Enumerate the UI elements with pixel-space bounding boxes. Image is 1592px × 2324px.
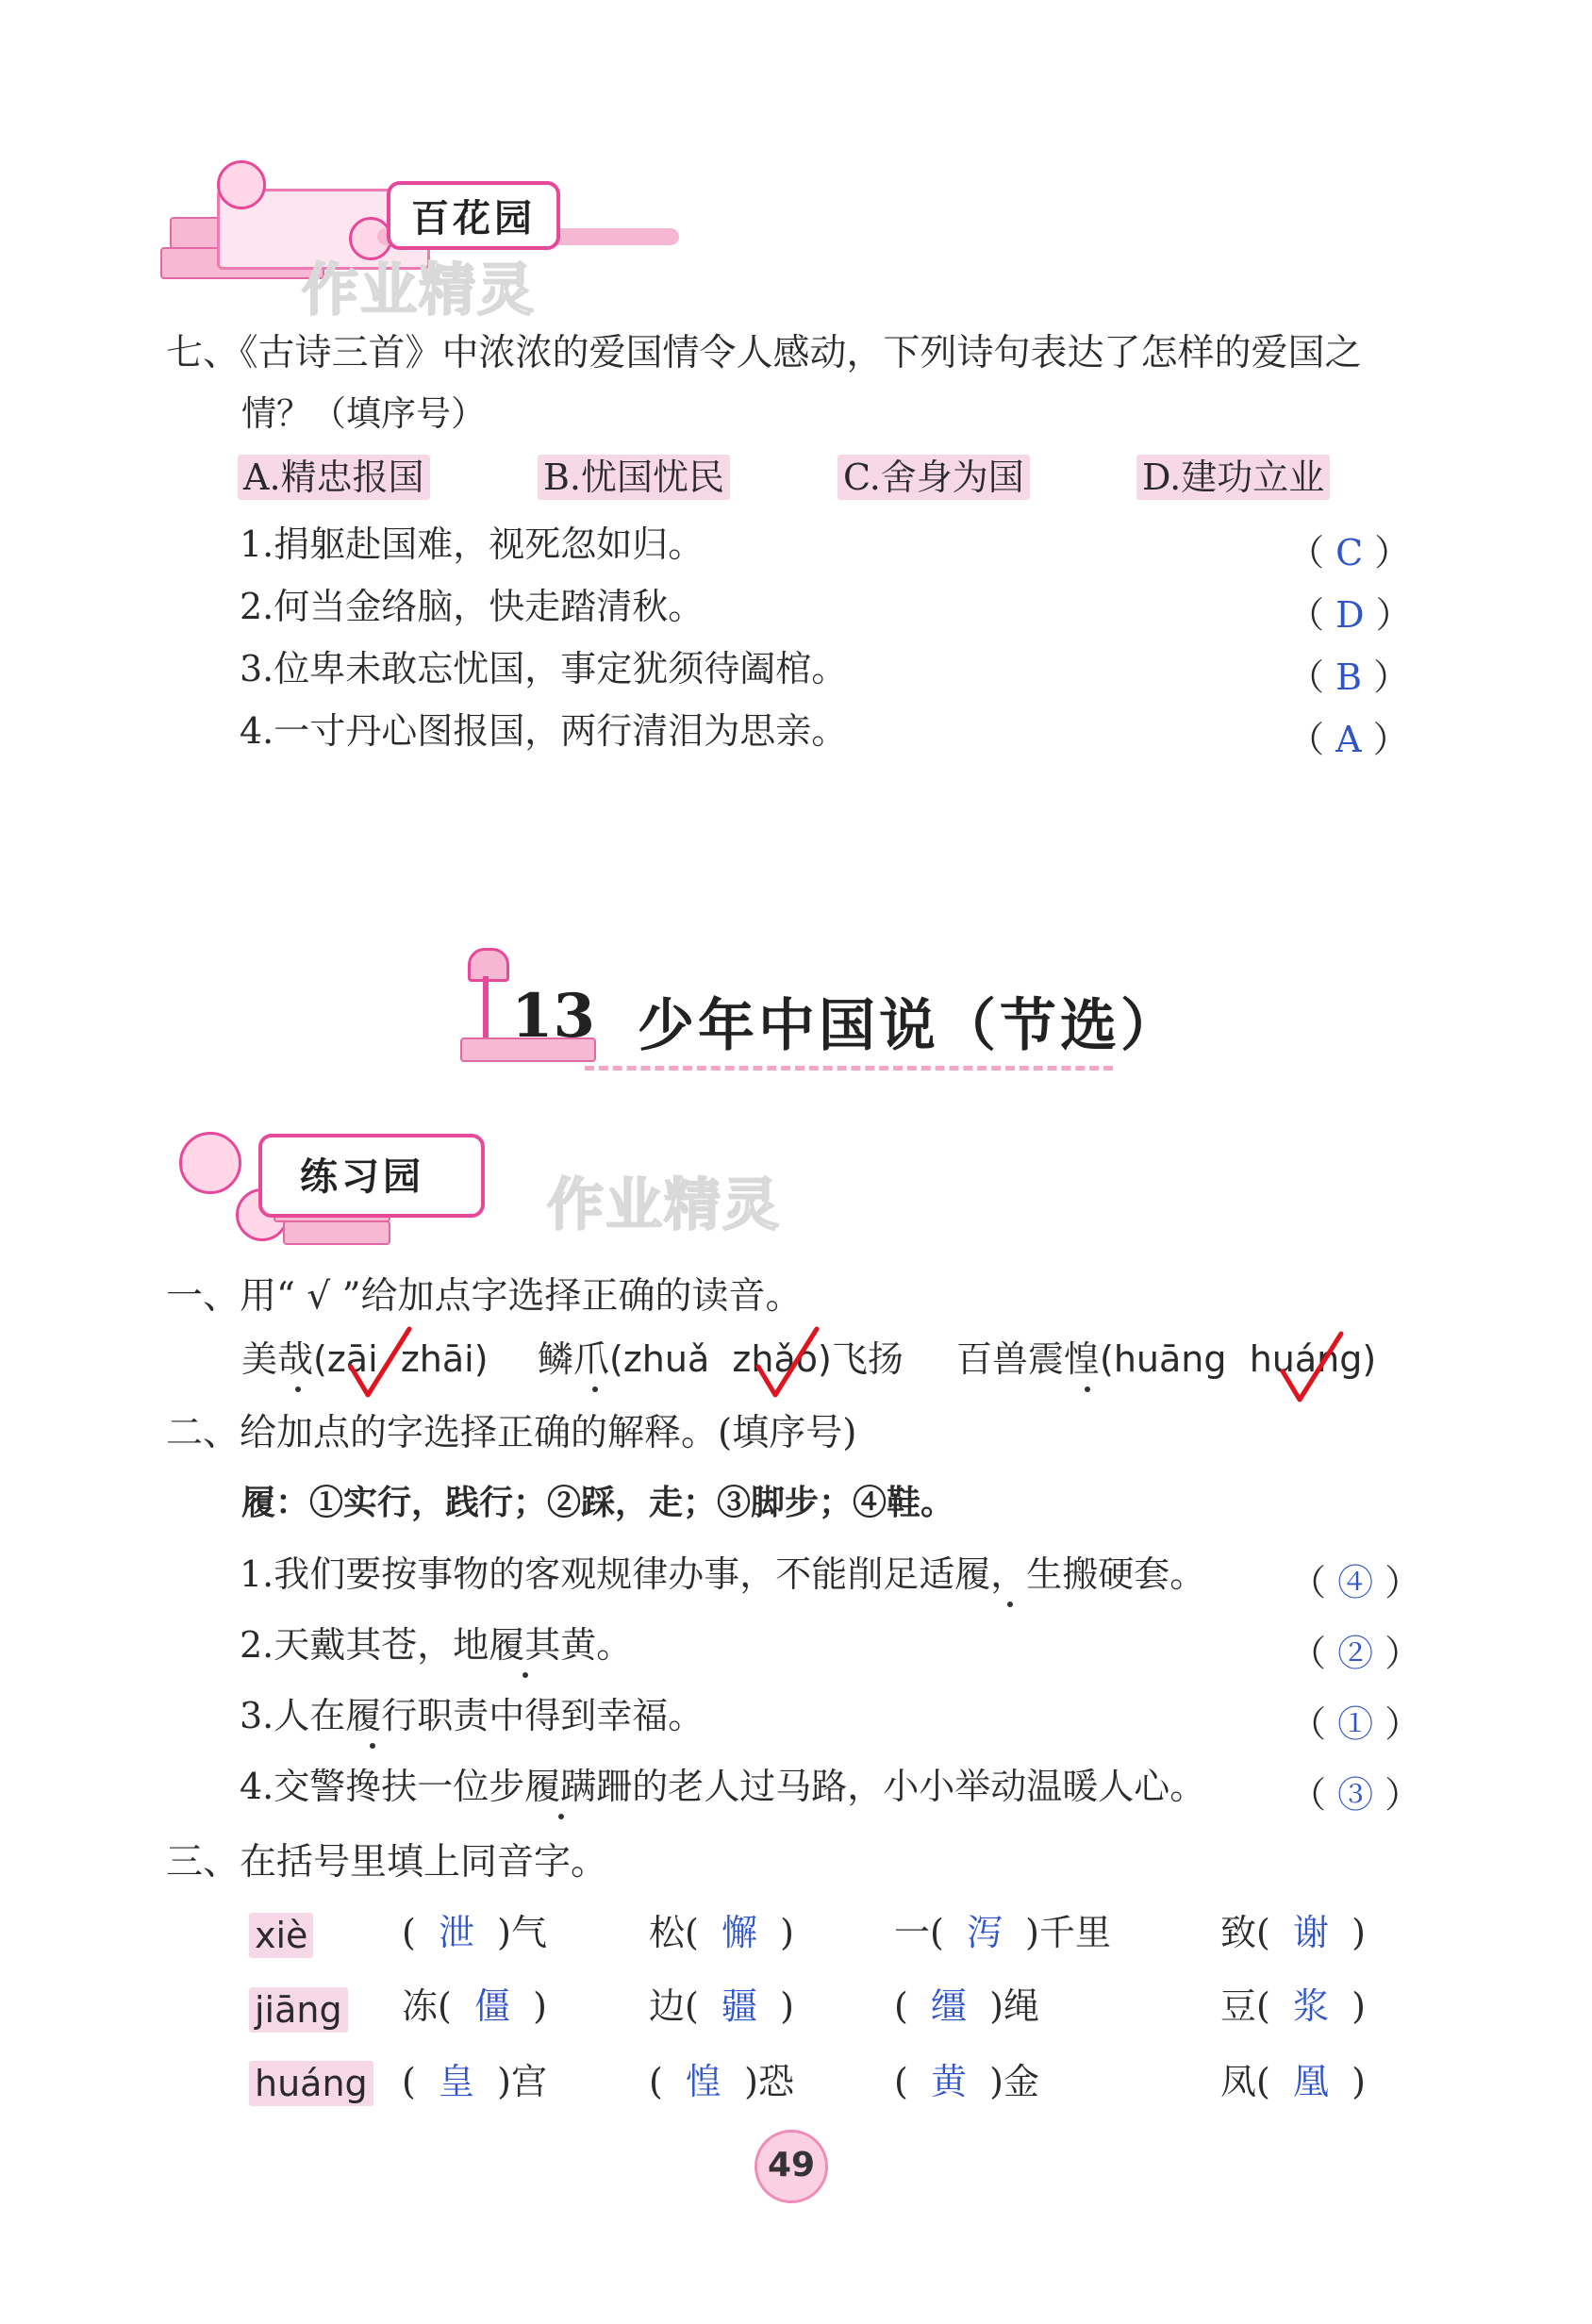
q2-title: 二、给加点的字选择正确的解释。(填序号) — [166, 1412, 857, 1454]
q7-answer-3: （ B ） — [1288, 656, 1410, 698]
q2-item-3: 3.人在履行职责中得到幸福。 — [240, 1695, 705, 1736]
emphasis-dot — [370, 1743, 375, 1749]
q7-answer-2: （ D ） — [1288, 594, 1412, 636]
q2-answer-1: （ ④ ） — [1290, 1562, 1421, 1603]
q3-r3-c: ( 黄 )金 — [894, 2061, 1039, 2102]
emphasis-dot — [295, 1386, 301, 1392]
emphasis-dot — [1007, 1602, 1013, 1607]
q7-option-b: B.忧国忧民 — [538, 459, 730, 495]
emphasis-dot — [522, 1672, 528, 1678]
q3-pinyin-2: jiāng — [249, 1992, 348, 2028]
q7-item-4: 4.一寸丹心图报国，两行清泪为思亲。 — [240, 710, 848, 752]
q2-item-1: 1.我们要按事物的客观规律办事，不能削足适履，生搬硬套。 — [240, 1553, 1206, 1595]
q3-r2-d: 豆( 浆 ) — [1220, 1985, 1366, 2027]
q1-group-1: 美哉(zāi zhāi) — [241, 1338, 489, 1380]
q3-title: 三、在括号里填上同音字。 — [166, 1841, 608, 1884]
q7-line2: 情？（填序号） — [241, 393, 486, 434]
q2-answer-3: （ ① ） — [1290, 1703, 1421, 1745]
watermark: 作业精灵 — [547, 1172, 781, 1238]
q3-r2-c: ( 缰 )绳 — [894, 1985, 1039, 2027]
q2-item-4: 4.交警搀扶一位步履蹒跚的老人过马路，小小举动温暖人心。 — [240, 1766, 1206, 1807]
q3-r3-d: 凤( 凰 ) — [1220, 2061, 1366, 2102]
q3-r3-b: ( 惶 )恐 — [649, 2061, 794, 2102]
q7-item-2: 2.何当金络脑，快走踏清秋。 — [240, 586, 705, 627]
q7-option-c: C.舍身为国 — [837, 459, 1030, 495]
emphasis-dot — [558, 1814, 564, 1819]
page-number: 49 — [755, 2130, 828, 2203]
lianxi-banner — [179, 1122, 858, 1254]
girl-mascot-icon — [217, 160, 266, 209]
check-mark-icon — [1279, 1330, 1345, 1405]
baihua-title: 百花园 — [387, 181, 560, 250]
q1-group-3: 百兽震惶(huāng huáng) — [956, 1338, 1377, 1380]
q3-r1-c: 一( 泻 )千里 — [894, 1912, 1112, 1953]
q1-group-2: 鳞爪(zhuǎ zhǎo)飞扬 — [538, 1338, 904, 1380]
q3-pinyin-1: xiè — [249, 1917, 313, 1953]
q7-option-a: A.精忠报国 — [238, 459, 430, 495]
baihua-banner — [160, 160, 688, 324]
title-underline — [585, 1066, 1113, 1071]
q2-item-2: 2.天戴其苍，地履其黄。 — [240, 1624, 633, 1666]
lianxi-title: 练习园 — [258, 1134, 485, 1218]
q7-item-1: 1.捐躯赴国难，视死忽如归。 — [240, 523, 705, 565]
q7-answer-4: （ A ） — [1288, 719, 1409, 760]
q3-r2-b: 边( 疆 ) — [649, 1985, 794, 2027]
q2-answer-2: （ ② ） — [1290, 1633, 1421, 1674]
q7-answer-1: （ C ） — [1288, 532, 1411, 573]
check-mark-icon — [755, 1325, 821, 1401]
check-mark-icon — [347, 1325, 413, 1401]
q1-title: 一、用“ √ ”给加点字选择正确的读音。 — [166, 1275, 803, 1318]
q3-r3-a: ( 皇 )宫 — [402, 2061, 547, 2102]
q2-answer-4: （ ③ ） — [1290, 1774, 1421, 1816]
q3-r1-b: 松( 懈 ) — [649, 1912, 794, 1953]
emphasis-dot — [592, 1386, 598, 1392]
q3-pinyin-3: huáng — [249, 2066, 373, 2101]
q7-option-d: D.建功立业 — [1136, 459, 1330, 495]
q7-item-3: 3.位卑未敢忘忧国，事定犹须待阖棺。 — [240, 648, 848, 689]
lesson-title: 少年中国说（节选） — [638, 993, 1181, 1059]
q3-r2-a: 冻( 僵 ) — [402, 1985, 547, 2027]
q3-r1-d: 致( 谢 ) — [1220, 1912, 1366, 1953]
watermark: 作业精灵 — [302, 257, 536, 324]
girl-mascot-icon — [179, 1132, 241, 1194]
lesson-number: 13 — [511, 981, 596, 1052]
q3-r1-a: ( 泄 )气 — [402, 1912, 547, 1953]
q7-line1: 七、《古诗三首》中浓浓的爱国情令人感动，下列诗句表达了怎样的爱国之 — [166, 332, 1362, 374]
emphasis-dot — [1085, 1386, 1090, 1392]
book-stack-icon — [283, 1220, 390, 1245]
q2-definition: 履：①实行，践行；②踩，走；③脚步；④鞋。 — [241, 1483, 955, 1522]
